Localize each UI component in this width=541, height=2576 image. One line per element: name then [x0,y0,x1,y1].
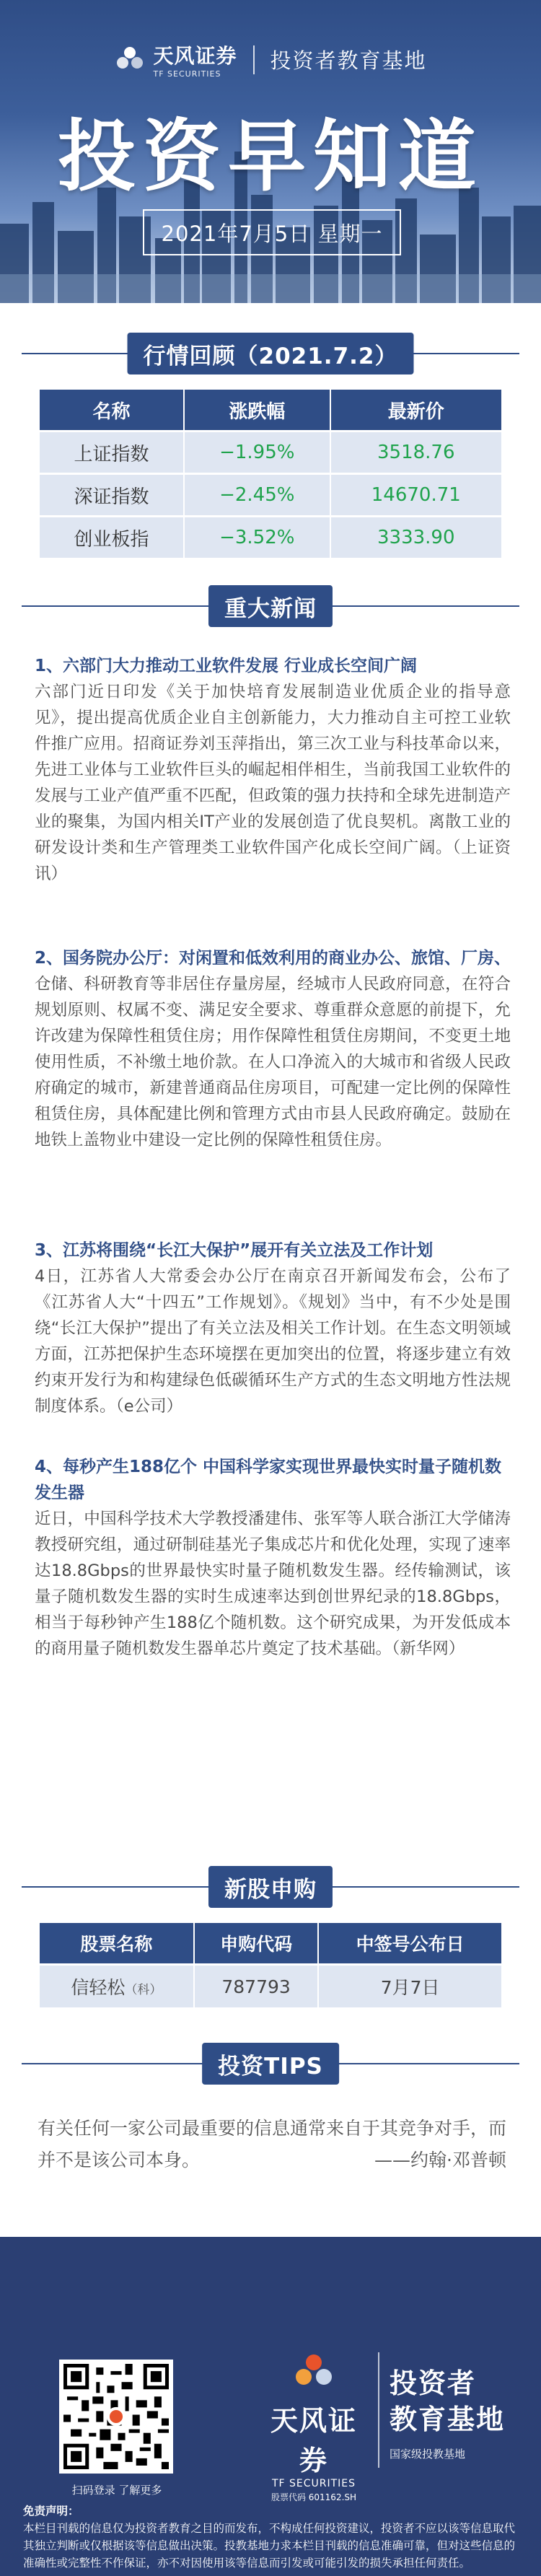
date-label: 2021年7月5日 星期一 [143,209,401,255]
ipo-section-header [0,1862,541,1912]
news-item [35,653,511,887]
brand-petal-icon [292,2352,335,2393]
footer-title [390,2365,505,2437]
column-header: 中签号公布日 [318,1923,501,1965]
news-title[interactable]: 1、六部门大力推动工业软件发展 行业成长空间广阔 [35,657,418,675]
index-name: 上证指数 [40,431,184,474]
news-title[interactable]: 2、国务院办公厅：对闲置和低效利用的商业办公、旅馆、厂房、 [35,949,511,968]
section-title: 投资TIPS [202,2043,339,2085]
column-header: 涨跌幅 [184,390,330,431]
news-body: 4日，江苏省人大常委会办公厅在南京召开新闻发布会，公布了《江苏省人大“十四五”工作规划》。《规划》当中，有不少处是围绕“长江大保护”提出了有关立法及相关工作计划。在生态文明领域方面，江苏把保护生态环境摆在更加突出的位置，将逐步建立有效约束开发行为和构建绿色低碳循环生产方式的生态文明地方性法规制度体系。（e公司） [35,1267,511,1416]
news-body: 仓储、科研教育等非居住存量房屋，经城市人民政府同意，在符合规划原则、权属不变、满足安全要求、尊重群众意愿的前提下，允许改建为保障性租赁住房；用作保障性租赁住房期间，不变更土地使用性质，不补缴土地价款。在人口净流入的大城市和省级人民政府确定的城市，新建普通商品住房项目，可配建一定比例的保障性租赁住房，具体配建比例和管理方式由市县人民政府确定。鼓励在地铁上盖物业中建设一定比例的保障性租赁住房。 [35,975,511,1149]
footer-brand-name-en: TF SECURITIES [271,2478,356,2489]
index-change: −3.52% [184,517,330,558]
section-title: 重大新闻 [208,585,333,627]
table-row [40,517,501,558]
brand-name: 天风证券 [153,44,237,68]
logo-divider [253,45,255,74]
ipo-table [40,1923,501,2007]
tip-text: 有关任何一家公司最重要的信息通常来自于其竞争对手，而并不是该公司本身。 [38,2118,507,2170]
brand-petal-icon [114,44,146,76]
index-name: 创业板指 [40,517,184,558]
lottery-date: 7月7日 [318,1965,501,2008]
table-header-row [40,1923,501,1965]
column-header: 最新价 [330,390,501,431]
disclaimer-label: 免责声明： [23,2505,79,2518]
footer-title-line: 教育基地 [390,2404,506,2435]
tips-section-header [0,2038,541,2089]
news-item [35,1454,511,1662]
index-change: −2.45% [184,474,330,517]
news-item [35,945,511,1153]
table-row [40,1965,501,2008]
column-header: 名称 [40,390,184,431]
board-tag: （科） [125,1983,162,1997]
tip-author: ——约翰·邓普顿 [374,2150,506,2170]
table-row [40,474,501,517]
qr-caption: 扫码登录 了解更多 [71,2484,162,2497]
news-section-header [0,581,541,631]
news-title[interactable]: 4、每秒产生188亿个 中国科学家实现世界最快实时量子随机数发生器 [35,1458,502,1502]
index-change: −1.95% [184,431,330,474]
column-header: 股票名称 [40,1923,194,1965]
index-name: 深证指数 [40,474,184,517]
news-item [35,1237,511,1419]
index-price: 3518.76 [330,431,501,474]
stock-name-cell [40,1965,194,2008]
header-subtitle: 投资者教育基地 [270,48,427,73]
page-title: 投资早知道 [57,112,483,202]
stock-code: 股票代码 601162.SH [270,2492,357,2502]
stock-name: 信轻松 [71,1977,126,1998]
section-title: 新股申购 [208,1866,333,1908]
index-price: 3333.90 [330,517,501,558]
qr-code-icon [63,2364,169,2469]
footer-title-line: 投资者 [390,2367,477,2399]
header-banner [0,0,541,303]
news-body: 近日，中国科学技术大学教授潘建伟、张军等人联合浙江大学储涛教授研究组，通过研制硅基光子集成芯片和优化处理，实现了速率达18.8Gbps的世界最快实时量子随机数发生器。经传输测试，该量子随机数发生器的实时生成速率达到创世界纪录的18.8Gbps，相当于每秒钟产生188亿个随机数。这个研究成果，为开发低成本的商用量子随机数发生器单芯片奠定了技术基础。（新华网） [35,1510,511,1658]
subscription-code: 787793 [194,1965,318,2008]
news-title[interactable]: 3、江苏将围绕“长江大保护”展开有关立法及工作计划 [35,1241,434,1260]
news-body: 六部门近日印发《关于加快培育发展制造业优质企业的指导意见》，提出提高优质企业自主创新能力，大力推动自主可控工业软件推广应用。招商证券刘玉萍指出，第三次工业与科技革命以来，先进工业体与工业软件巨头的崛起相伴相生，当前我国工业软件的发展与工业产值严重不匹配，但政策的强力扶持和全球先进制造产业的聚集，为国内相关IT产业的发展创造了优良契机。离散工业的研发设计类和生产管理类工业软件国产化成长空间广阔。（上证资讯） [35,683,511,883]
brand-name-en: TF SECURITIES [153,69,221,79]
table-row [40,431,501,474]
market-table [40,390,501,558]
section-title: 行情回顾（2021.7.2） [128,333,414,374]
qr-code[interactable] [59,2360,173,2474]
index-price: 14670.71 [330,474,501,517]
footer-brand-name: 天风证券 [270,2405,357,2476]
tip-quote [38,2113,506,2176]
header-logo-row [0,40,541,79]
market-section-header [0,328,541,379]
brand-logo [114,40,237,79]
footer-brand-logo [260,2352,368,2503]
footer-divider [378,2352,379,2468]
footer-subtitle: 国家级投教基地 [390,2448,466,2461]
table-header-row [40,390,501,431]
column-header: 申购代码 [194,1923,318,1965]
disclaimer [23,2502,521,2572]
disclaimer-text: 本栏目刊载的信息仅为投资者教育之目的而发布，不构成任何投资建议，投资者不应以该等信息取代其独立判断或仅根据该等信息做出决策。投教基地力求本栏目刊载的信息准确可靠，但对这些信息的准确性或完整性不作保证，亦不对因使用该等信息而引发或可能引发的损失承担任何责任。 [23,2522,516,2570]
